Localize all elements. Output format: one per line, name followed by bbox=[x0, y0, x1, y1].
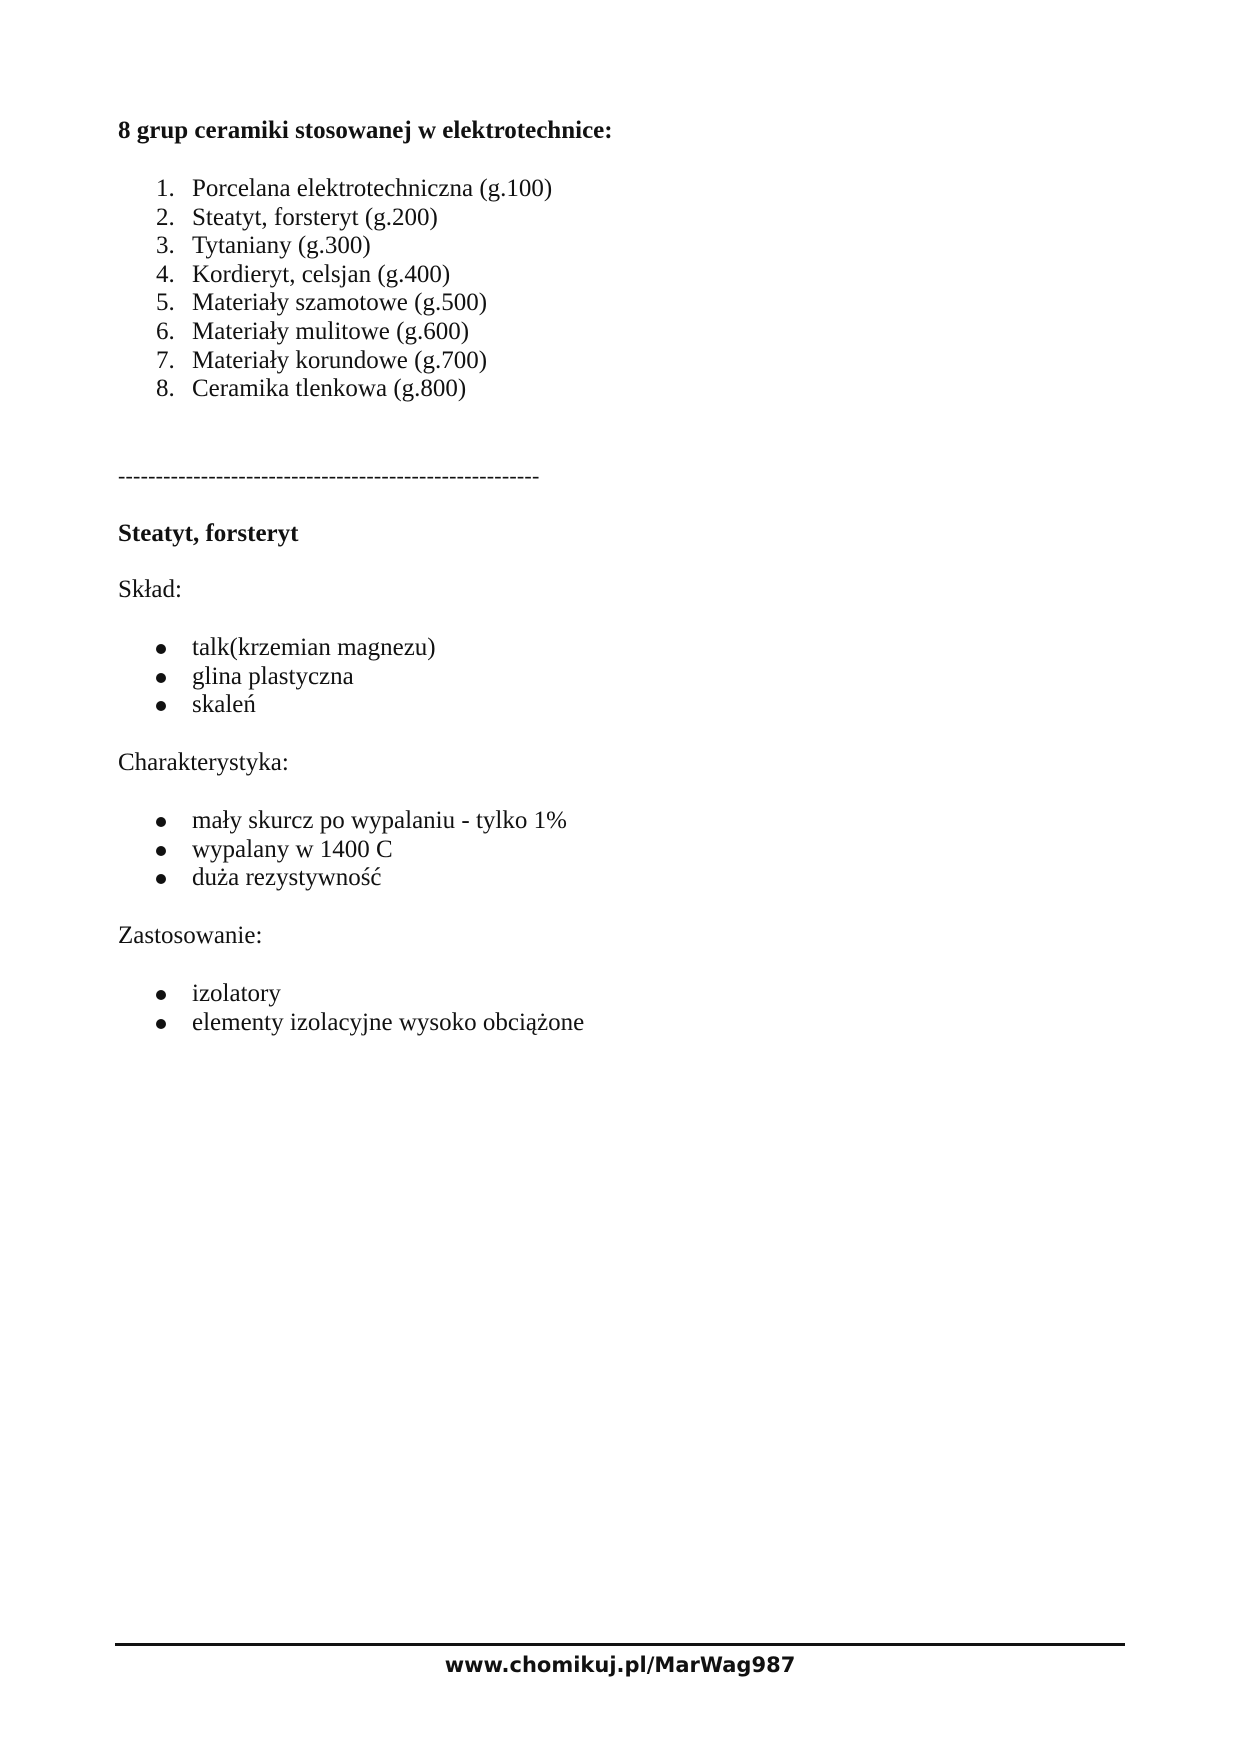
list-item-number: 7. bbox=[156, 346, 175, 374]
list-item-text: Kordieryt, celsjan (g.400) bbox=[192, 260, 451, 288]
bullet-icon bbox=[156, 701, 166, 711]
ceramic-groups-list bbox=[118, 175, 552, 404]
list-item-text: mały skurcz po wypalaniu - tylko 1% bbox=[192, 807, 567, 834]
list-item-text: Materiały mulitowe (g.600) bbox=[192, 317, 470, 345]
bullet-icon bbox=[156, 1019, 166, 1029]
list-item-text: duża rezystywność bbox=[192, 864, 382, 892]
charakterystyka-label: Charakterystyka: bbox=[118, 749, 289, 776]
list-item-text: glina plastyczna bbox=[192, 662, 354, 690]
list-item-text: izolatory bbox=[192, 980, 281, 1007]
list-item bbox=[118, 318, 552, 347]
list-item bbox=[118, 807, 567, 836]
list-item-text: Steatyt, forsteryt (g.200) bbox=[192, 203, 438, 231]
list-item-text: Ceramika tlenkowa (g.800) bbox=[192, 375, 467, 403]
list-item-number: 1. bbox=[156, 175, 175, 202]
footer-url: www.chomikuj.pl/MarWag987 bbox=[444, 1653, 796, 1677]
section-title: Steatyt, forsteryt bbox=[118, 520, 299, 547]
sklad-list bbox=[118, 634, 436, 720]
list-item-text: elementy izolacyjne wysoko obciążone bbox=[192, 1008, 585, 1036]
list-item bbox=[118, 663, 436, 692]
sklad-label: Skład: bbox=[118, 576, 182, 603]
list-item-number: 8. bbox=[156, 375, 175, 403]
list-item bbox=[118, 980, 584, 1009]
list-item-number: 3. bbox=[156, 232, 175, 260]
list-item-number: 5. bbox=[156, 289, 175, 317]
bullet-icon bbox=[156, 673, 166, 683]
list-item-text: Tytaniany (g.300) bbox=[192, 232, 371, 260]
footer-rule bbox=[115, 1643, 1125, 1646]
bullet-icon bbox=[156, 846, 166, 856]
list-item bbox=[118, 634, 436, 663]
list-item-text: Materiały korundowe (g.700) bbox=[192, 346, 488, 374]
list-item bbox=[118, 232, 552, 261]
bullet-icon bbox=[156, 874, 166, 884]
list-item-text: Materiały szamotowe (g.500) bbox=[192, 289, 488, 317]
zastosowanie-label: Zastosowanie: bbox=[118, 922, 263, 949]
list-item bbox=[118, 836, 567, 865]
charakterystyka-list bbox=[118, 807, 567, 893]
list-item-text: Porcelana elektrotechniczna (g.100) bbox=[192, 175, 553, 202]
bullet-icon bbox=[156, 817, 166, 827]
list-item bbox=[118, 1009, 584, 1038]
list-item-text: skaleń bbox=[192, 691, 256, 719]
list-item bbox=[118, 289, 552, 318]
list-item-number: 6. bbox=[156, 317, 175, 345]
list-item-text: talk(krzemian magnezu) bbox=[192, 634, 436, 661]
list-item bbox=[118, 204, 552, 233]
list-item bbox=[118, 175, 552, 204]
bullet-icon bbox=[156, 644, 166, 654]
list-item bbox=[118, 375, 552, 404]
list-item-text: wypalany w 1400 C bbox=[192, 835, 393, 863]
zastosowanie-list bbox=[118, 980, 584, 1037]
list-item bbox=[118, 691, 436, 720]
list-item-number: 2. bbox=[156, 203, 175, 231]
document-title: 8 grup ceramiki stosowanej w elektrotechnice: bbox=[118, 117, 613, 144]
list-item bbox=[118, 261, 552, 290]
list-item-number: 4. bbox=[156, 260, 175, 288]
bullet-icon bbox=[156, 990, 166, 1000]
list-item bbox=[118, 347, 552, 376]
list-item bbox=[118, 864, 567, 893]
dashed-divider: -------------------------------------------------------- bbox=[118, 463, 540, 488]
